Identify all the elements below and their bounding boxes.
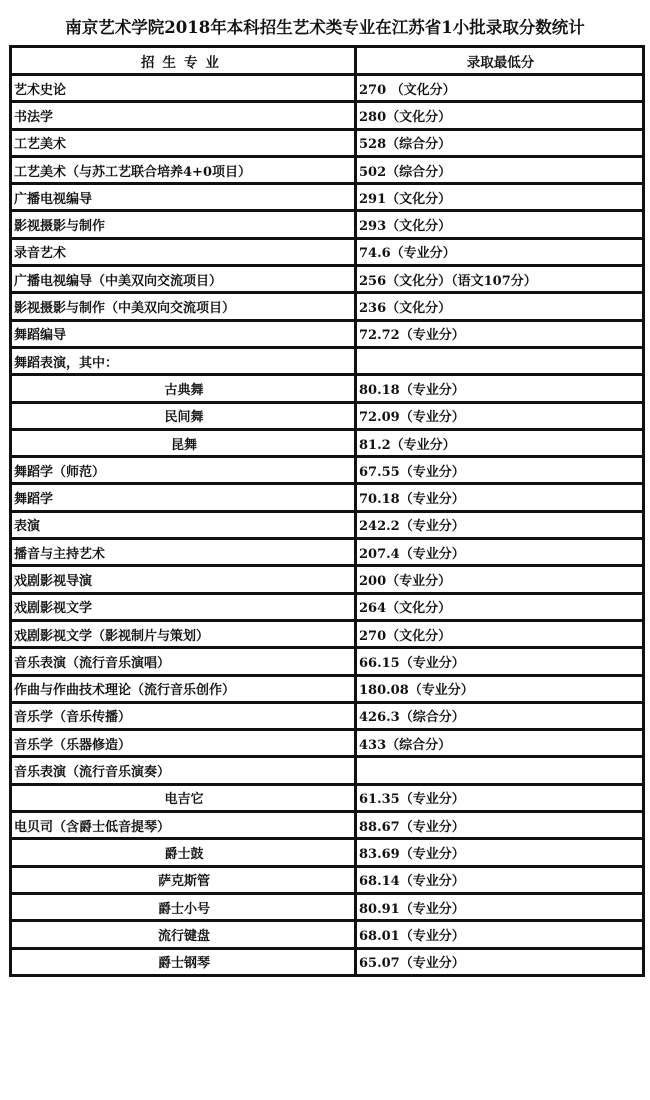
major-cell: 戏剧影视文学（影视制片与策划） [11, 620, 356, 647]
min-score-cell: 270 （文化分） [356, 75, 644, 102]
major-cell: 表演 [11, 511, 356, 538]
major-cell: 舞蹈表演，其中： [11, 347, 356, 374]
min-score-cell: 270（文化分） [356, 620, 644, 647]
major-cell: 音乐学（乐器修造） [11, 730, 356, 757]
major-cell: 舞蹈学（师范） [11, 457, 356, 484]
major-cell: 电贝司（含爵士低音提琴） [11, 812, 356, 839]
min-score-cell: 81.2（专业分） [356, 429, 644, 456]
table-row [11, 812, 644, 839]
table-row [11, 375, 644, 402]
min-score-cell: 68.01（专业分） [356, 921, 644, 948]
major-cell: 民间舞 [11, 402, 356, 429]
major-cell: 舞蹈编导 [11, 320, 356, 347]
major-cell: 音乐学（音乐传播） [11, 702, 356, 729]
table-row [11, 921, 644, 948]
document-title: 南京艺术学院2018年本科招生艺术类专业在江苏省1小批录取分数统计 [65, 18, 585, 37]
min-score-cell [356, 347, 644, 374]
min-score-cell: 80.91（专业分） [356, 893, 644, 920]
table-row [11, 484, 644, 511]
table-row [11, 184, 644, 211]
min-score-cell: 65.07（专业分） [356, 948, 644, 975]
min-score-cell: 66.15（专业分） [356, 648, 644, 675]
min-score-cell: 433（综合分） [356, 730, 644, 757]
table-row [11, 648, 644, 675]
min-score-cell: 502（综合分） [356, 156, 644, 183]
min-score-cell: 242.2（专业分） [356, 511, 644, 538]
major-cell: 录音艺术 [11, 238, 356, 265]
major-cell: 爵士钢琴 [11, 948, 356, 975]
major-cell: 戏剧影视导演 [11, 566, 356, 593]
table-row [11, 238, 644, 265]
major-cell: 爵士鼓 [11, 839, 356, 866]
min-score-cell: 61.35（专业分） [356, 784, 644, 811]
table-row [11, 347, 644, 374]
table-row [11, 75, 644, 102]
major-cell: 流行键盘 [11, 921, 356, 948]
min-score-cell: 68.14（专业分） [356, 866, 644, 893]
table-row [11, 730, 644, 757]
table-row [11, 129, 644, 156]
min-score-cell: 67.55（专业分） [356, 457, 644, 484]
major-cell: 昆舞 [11, 429, 356, 456]
min-score-cell: 207.4（专业分） [356, 539, 644, 566]
major-cell: 艺术史论 [11, 75, 356, 102]
min-score-cell: 80.18（专业分） [356, 375, 644, 402]
table-row [11, 702, 644, 729]
header-min-score: 录取最低分 [356, 47, 644, 75]
min-score-cell: 83.69（专业分） [356, 839, 644, 866]
min-score-cell: 70.18（专业分） [356, 484, 644, 511]
table-row [11, 402, 644, 429]
major-cell: 舞蹈学 [11, 484, 356, 511]
min-score-cell: 426.3（综合分） [356, 702, 644, 729]
min-score-cell: 200（专业分） [356, 566, 644, 593]
major-cell: 音乐表演（流行音乐演奏） [11, 757, 356, 784]
major-cell: 作曲与作曲技术理论（流行音乐创作） [11, 675, 356, 702]
table-body [11, 75, 644, 976]
major-cell: 影视摄影与制作（中美双向交流项目） [11, 293, 356, 320]
table-row [11, 757, 644, 784]
major-cell: 广播电视编导 [11, 184, 356, 211]
min-score-cell: 88.67（专业分） [356, 812, 644, 839]
min-score-cell [356, 757, 644, 784]
min-score-cell: 236（文化分） [356, 293, 644, 320]
min-score-cell: 293（文化分） [356, 211, 644, 238]
min-score-cell: 291（文化分） [356, 184, 644, 211]
major-cell: 爵士小号 [11, 893, 356, 920]
table-header-row [11, 47, 644, 75]
table-row [11, 266, 644, 293]
min-score-cell: 180.08（专业分） [356, 675, 644, 702]
table-row [11, 457, 644, 484]
major-cell: 音乐表演（流行音乐演唱） [11, 648, 356, 675]
table-row [11, 511, 644, 538]
table-row [11, 211, 644, 238]
table-row [11, 539, 644, 566]
table-row [11, 429, 644, 456]
major-cell: 古典舞 [11, 375, 356, 402]
major-cell: 戏剧影视文学 [11, 593, 356, 620]
min-score-cell: 256（文化分）（语文107分） [356, 266, 644, 293]
min-score-cell: 72.09（专业分） [356, 402, 644, 429]
min-score-cell: 74.6（专业分） [356, 238, 644, 265]
header-major: 招生专业 [11, 47, 356, 75]
major-cell: 影视摄影与制作 [11, 211, 356, 238]
table-row [11, 948, 644, 975]
major-cell: 广播电视编导（中美双向交流项目） [11, 266, 356, 293]
major-cell: 工艺美术 [11, 129, 356, 156]
major-cell: 萨克斯管 [11, 866, 356, 893]
table-row [11, 156, 644, 183]
table-row [11, 866, 644, 893]
table-row [11, 566, 644, 593]
major-cell: 播音与主持艺术 [11, 539, 356, 566]
table-row [11, 320, 644, 347]
min-score-cell: 264（文化分） [356, 593, 644, 620]
table-row [11, 893, 644, 920]
table-row [11, 620, 644, 647]
min-score-cell: 72.72（专业分） [356, 320, 644, 347]
table-row [11, 593, 644, 620]
table-row [11, 293, 644, 320]
table-row [11, 675, 644, 702]
table-row [11, 839, 644, 866]
min-score-cell: 280（文化分） [356, 102, 644, 129]
major-cell: 电吉它 [11, 784, 356, 811]
admission-scores-table [9, 45, 645, 977]
table-row [11, 784, 644, 811]
major-cell: 工艺美术（与苏工艺联合培养4+0项目） [11, 156, 356, 183]
min-score-cell: 528（综合分） [356, 129, 644, 156]
major-cell: 书法学 [11, 102, 356, 129]
table-row [11, 102, 644, 129]
